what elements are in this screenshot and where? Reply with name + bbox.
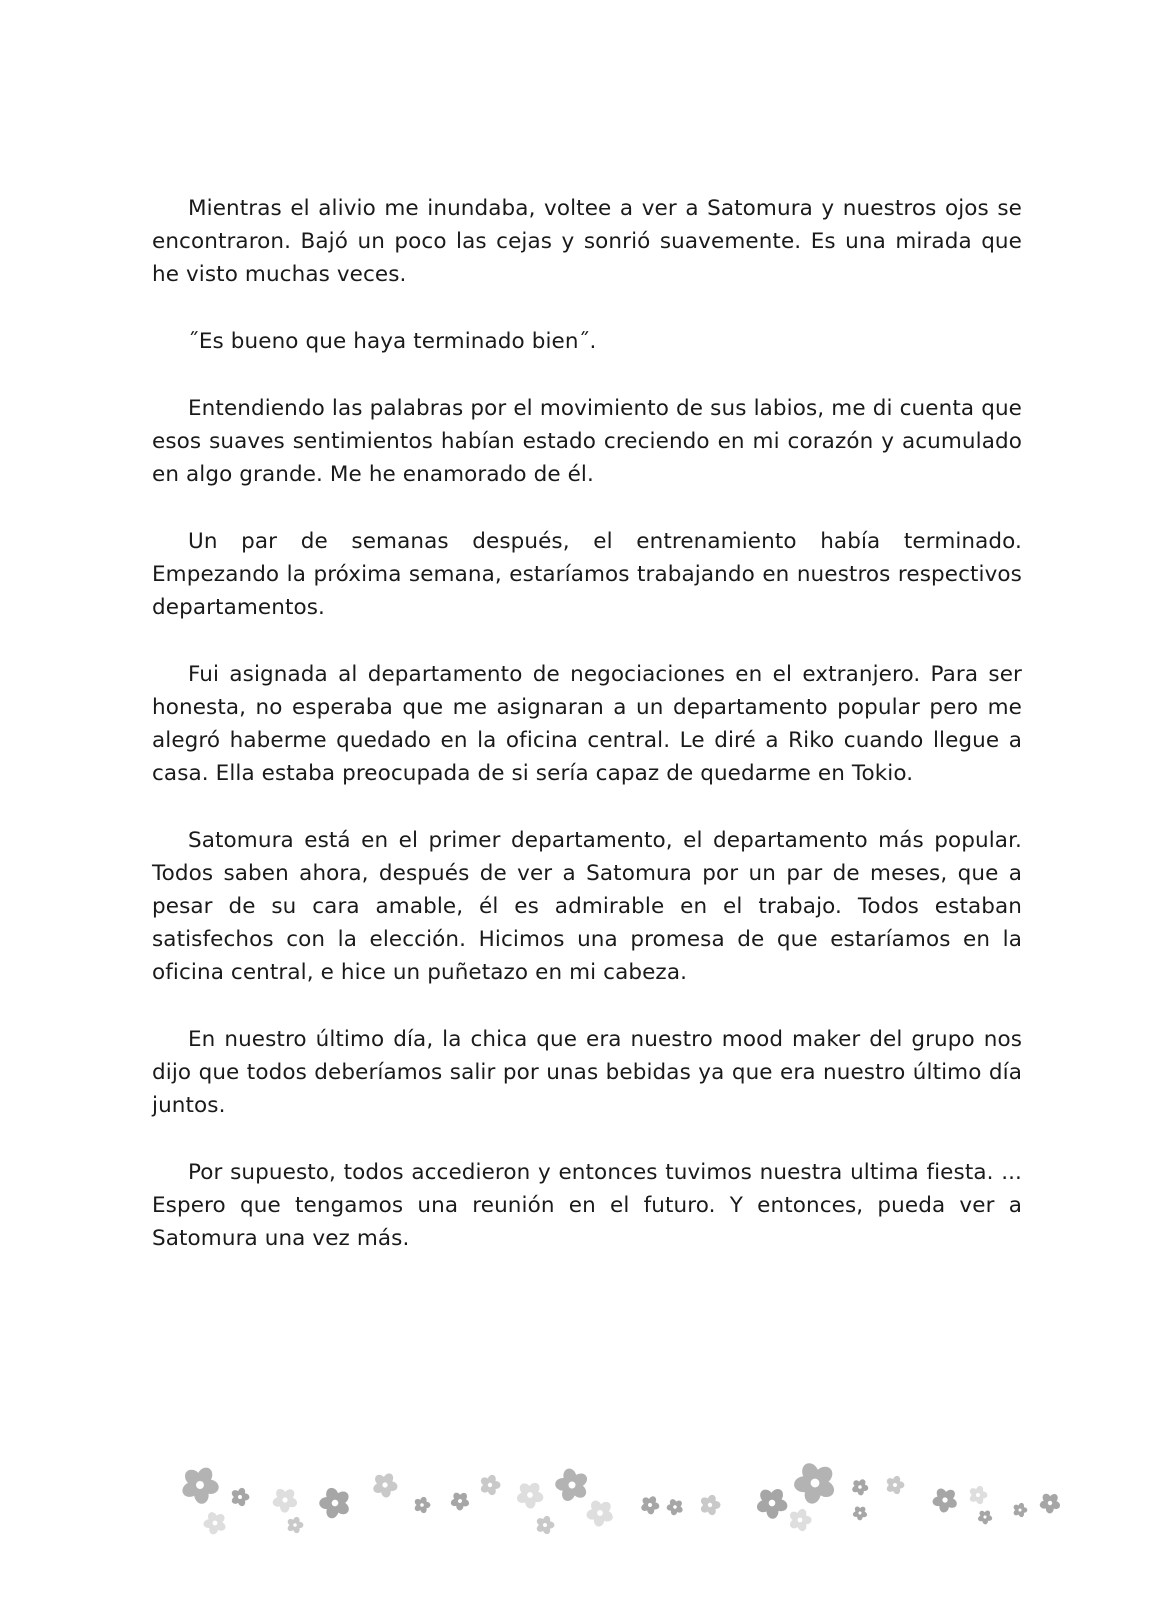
flower-icon <box>752 1483 792 1524</box>
flower-icon <box>1012 1502 1027 1518</box>
paragraph-7: En nuestro último día, la chica que era nuestro mood maker del grupo nos dijo que todos deberíamos salir por unas bebidas ya que era nuestro último día juntos. <box>152 1027 1022 1118</box>
flower-icon <box>788 1508 811 1533</box>
flower-icon <box>413 1496 430 1514</box>
flower-icon <box>850 1503 869 1523</box>
flower-icon <box>370 1469 400 1500</box>
flower-icon <box>513 1477 547 1512</box>
paragraph-3: Entendiendo las palabras por el movimiento de sus labios, me di cuenta que esos suaves sentimientos habían estado creciendo en mi corazón y acumulado en algo grande. Me he enamorado de él. <box>152 396 1022 487</box>
flower-icon <box>447 1488 472 1514</box>
flower-icon <box>268 1483 301 1517</box>
flower-icon <box>699 1494 720 1516</box>
flower-border-icon <box>160 1455 1080 1575</box>
flower-icon <box>639 1493 661 1516</box>
paragraph-2: ˝Es bueno que haya terminado bien˝. <box>188 329 597 354</box>
flower-icon <box>785 1455 844 1513</box>
flower-icon <box>850 1477 870 1498</box>
flower-icon <box>1036 1489 1064 1517</box>
paragraph-1: Mientras el alivio me inundaba, voltee a ver a Satomura y nuestros ojos se encontraron. Bajó un poco las cejas y sonrió suavemente. Es una mirada que he visto muchas veces. <box>152 196 1022 287</box>
flower-icon <box>177 1462 222 1508</box>
paragraph-6: Satomura está en el primer departamento, el departamento más popular. Todos saben ahora, después de ver a Satomura por un par de meses, que a pesar de su cara amable, él es admirable en el trabajo. Todos estaban satisfechos con la elección. Hicimos una promesa de que estaríamos en la oficina central, e hice un puñetazo en mi cabeza. <box>152 828 1022 985</box>
flower-icon <box>312 1480 358 1526</box>
flower-icon <box>479 1474 500 1496</box>
flower-icon <box>230 1487 249 1507</box>
flower-icon <box>976 1507 994 1526</box>
paragraph-8: Por supuesto, todos accedieron y entonces tuvimos nuestra ultima fiesta. ... Espero que tengamos una reunión en el futuro. Y entonces, pueda ver a Satomura una vez más. <box>152 1160 1022 1251</box>
flower-icon <box>928 1482 963 1517</box>
flower-icon <box>199 1506 232 1539</box>
flower-icon <box>968 1485 987 1505</box>
flower-icon <box>535 1515 554 1535</box>
paragraph-5: Fui asignada al departamento de negociaciones en el extranjero. Para ser honesta, no esperaba que me asignaran a un departamento popular pero me alegró haberme quedado en la oficina central. Le diré a Riko cuando llegue a casa. Ella estaba preocupada de si sería capaz de quedarme en Tokio. <box>152 662 1022 786</box>
paragraph-4: Un par de semanas después, el entrenamiento había terminado. Empezando la próxima semana, estaríamos trabajando en nuestros respectivos departamentos. <box>152 529 1022 620</box>
flower-icon <box>663 1495 687 1519</box>
flower-icon <box>286 1516 303 1534</box>
flower-icon <box>885 1475 904 1495</box>
body-text <box>152 192 1022 1289</box>
flower-icon <box>547 1460 596 1509</box>
flower-icon <box>581 1494 618 1532</box>
